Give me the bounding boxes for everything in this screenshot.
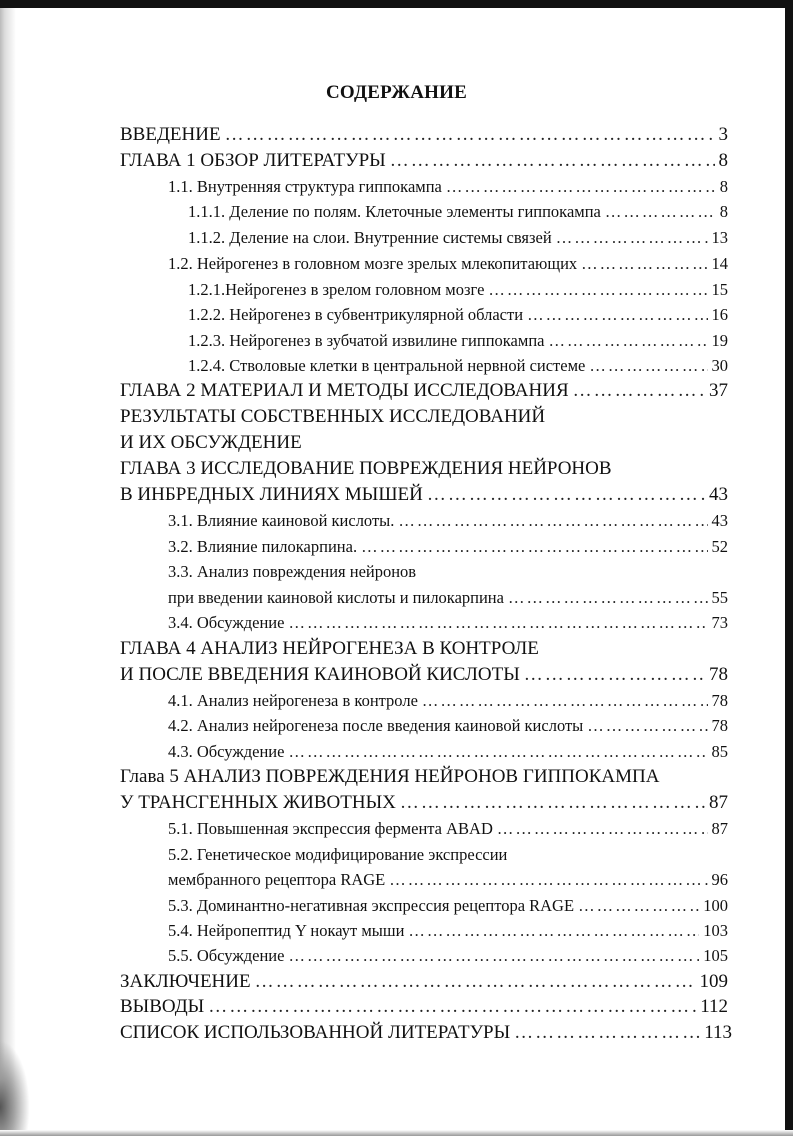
toc-entry-label: СПИСОК ИСПОЛЬЗОВАННОЙ ЛИТЕРАТУРЫ — [120, 1022, 511, 1043]
toc-entry-label: 3.2. Влияние пилокарпина. — [168, 537, 358, 556]
toc-page-number: 109 — [699, 971, 728, 992]
toc-leader-dots — [208, 997, 696, 1017]
toc-leader-dots — [422, 691, 708, 711]
page-title: СОДЕРЖАНИЕ — [326, 82, 467, 103]
toc-entry-label: 1.2.4. Стволовые клетки в центральной нервной системе — [188, 356, 586, 375]
toc-entry — [168, 921, 728, 941]
toc-page-number: 30 — [711, 356, 728, 375]
toc-entry-label: 3.4. Обсуждение — [168, 613, 285, 632]
toc-page-number: 78 — [711, 691, 728, 710]
toc-leader-dots — [581, 254, 707, 274]
toc-entry-label: ЗАКЛЮЧЕНИЕ — [120, 971, 251, 992]
toc-page-number: 43 — [711, 511, 728, 530]
toc-page-number: 73 — [711, 613, 728, 632]
toc-leader-dots — [389, 870, 707, 890]
toc-leader-dots — [288, 613, 707, 633]
toc-page-number: 14 — [711, 254, 728, 273]
toc-leader-dots — [288, 946, 699, 966]
toc-page-number: 55 — [711, 588, 728, 607]
toc-entry-label: Глава 5 АНАЛИЗ ПОВРЕЖДЕНИЯ НЕЙРОНОВ ГИППОКАМПА — [120, 766, 660, 787]
toc-leader-dots — [288, 742, 707, 762]
toc-entry-label: 1.2.1.Нейрогенез в зрелом головном мозге — [188, 280, 485, 299]
toc-page-number: 78 — [709, 664, 728, 685]
toc-entry — [188, 228, 728, 248]
toc-page-number: 113 — [704, 1022, 732, 1043]
toc-entry — [188, 331, 728, 351]
toc-page-number: 78 — [711, 716, 728, 735]
toc-leader-dots — [427, 485, 705, 505]
toc-entry — [120, 459, 728, 479]
toc-leader-dots — [408, 921, 699, 941]
toc-leader-dots — [400, 793, 705, 813]
toc-entry — [120, 381, 728, 401]
toc-leader-dots — [508, 588, 708, 608]
toc-entry — [120, 433, 728, 453]
toc-entry-label: 4.2. Анализ нейрогенеза после введения каиновой кислоты — [168, 716, 584, 735]
toc-page-number: 87 — [711, 819, 728, 838]
toc-entry — [168, 254, 728, 274]
toc-leader-dots — [524, 665, 705, 685]
toc-entry — [168, 716, 728, 736]
toc-page-number: 112 — [700, 996, 728, 1017]
toc-page-number: 43 — [709, 484, 728, 505]
toc-entry — [168, 613, 728, 633]
toc-leader-dots — [361, 537, 707, 557]
toc-entry — [168, 845, 728, 865]
toc-entry — [168, 946, 728, 966]
toc-leader-dots — [390, 151, 715, 171]
toc-entry-label: ГЛАВА 2 МАТЕРИАЛ И МЕТОДЫ ИССЛЕДОВАНИЯ — [120, 380, 569, 401]
toc-leader-dots — [398, 511, 707, 531]
toc-entry — [168, 819, 728, 839]
toc-entry — [168, 511, 728, 531]
toc-entry — [168, 870, 728, 890]
toc-entry-label: В ИНБРЕДНЫХ ЛИНИЯХ МЫШЕЙ — [120, 484, 423, 505]
toc-page-number: 87 — [709, 792, 728, 813]
toc-entry — [168, 562, 728, 582]
toc-page-number: 96 — [711, 870, 728, 889]
toc-entry-label: ВЫВОДЫ — [120, 996, 205, 1017]
toc-leader-dots — [446, 177, 716, 197]
toc-entry-label: 1.2.2. Нейрогенез в субвентрикулярной области — [188, 305, 524, 324]
toc-entry-label: мембранного рецептора RAGE — [168, 870, 386, 889]
toc-page-number: 100 — [703, 896, 728, 915]
toc-entry — [120, 767, 728, 787]
toc-leader-dots — [573, 381, 705, 401]
toc-entry — [188, 356, 728, 376]
toc-entry — [120, 151, 728, 171]
toc-leader-dots — [587, 716, 707, 736]
toc-leader-dots — [514, 1023, 700, 1043]
toc-page-number: 37 — [709, 380, 728, 401]
toc-entry-label: 5.5. Обсуждение — [168, 946, 285, 965]
toc-entry — [120, 125, 728, 145]
toc-entry-label: И ИХ ОБСУЖДЕНИЕ — [120, 432, 302, 453]
toc-entry-label: 3.3. Анализ повреждения нейронов — [168, 562, 417, 581]
toc-leader-dots — [556, 228, 708, 248]
toc-entry — [188, 280, 728, 300]
toc-page-number: 8 — [719, 202, 728, 221]
toc-entry-label: У ТРАНСГЕННЫХ ЖИВОТНЫХ — [120, 792, 396, 813]
toc-entry-label: 1.2. Нейрогенез в головном мозге зрелых млекопитающих — [168, 254, 578, 273]
toc-leader-dots — [488, 280, 707, 300]
toc-entry — [188, 305, 728, 325]
toc-entry — [120, 972, 728, 992]
toc-leader-dots — [589, 356, 707, 376]
toc-entry-label: ГЛАВА 4 АНАЛИЗ НЕЙРОГЕНЕЗА В КОНТРОЛЕ — [120, 638, 539, 659]
toc-entry-label: 1.1.1. Деление по полям. Клеточные элементы гиппокампа — [188, 202, 601, 221]
toc-entry-label: 3.1. Влияние каиновой кислоты. — [168, 511, 395, 530]
toc-entry-label: ВВЕДЕНИЕ — [120, 124, 221, 145]
toc-leader-dots — [605, 202, 716, 222]
toc-entry-label: 4.3. Обсуждение — [168, 742, 285, 761]
toc-page-number: 16 — [711, 305, 728, 324]
toc-entry-label: ГЛАВА 1 ОБЗОР ЛИТЕРАТУРЫ — [120, 150, 386, 171]
toc-leader-dots — [527, 305, 707, 325]
toc-entry-label: И ПОСЛЕ ВВЕДЕНИЯ КАИНОВОЙ КИСЛОТЫ — [120, 664, 520, 685]
toc-entry-label: 1.1. Внутренняя структура гиппокампа — [168, 177, 442, 196]
toc-page-number: 19 — [711, 331, 728, 350]
toc-entry — [188, 202, 728, 222]
toc-leader-dots — [225, 125, 715, 145]
toc-entry-label: 5.4. Нейропептид Y нокаут мыши — [168, 921, 405, 940]
toc-entry — [120, 997, 728, 1017]
toc-entry — [168, 742, 728, 762]
toc-entry — [168, 588, 728, 608]
toc-entry — [120, 485, 728, 505]
toc-entry — [120, 407, 728, 427]
toc-entry-label: 5.2. Генетическое модифицирование экспрессии — [168, 845, 508, 864]
toc-leader-dots — [578, 896, 699, 916]
toc-entry — [120, 1023, 732, 1043]
toc-leader-dots — [548, 331, 707, 351]
toc-entry-label: 4.1. Анализ нейрогенеза в контроле — [168, 691, 418, 710]
toc-leader-dots — [255, 972, 696, 992]
toc-entry — [168, 177, 728, 197]
toc-entry-label: 1.2.3. Нейрогенез в зубчатой извилине гиппокампа — [188, 331, 545, 350]
toc-entry — [168, 896, 728, 916]
toc-page-number: 8 — [719, 177, 728, 196]
toc-entry-label: 5.1. Повышенная экспрессия фермента ABAD — [168, 819, 493, 838]
toc-page-number: 3 — [718, 124, 728, 145]
toc-page-number: 15 — [711, 280, 728, 299]
toc-page-number: 105 — [703, 946, 728, 965]
toc-page-number: 8 — [718, 150, 728, 171]
toc-entry-label: РЕЗУЛЬТАТЫ СОБСТВЕННЫХ ИССЛЕДОВАНИЙ — [120, 406, 546, 427]
toc-entry-label: при введении каиновой кислоты и пилокарпина — [168, 588, 504, 607]
toc-entry-label: 1.1.2. Деление на слои. Внутренние системы связей — [188, 228, 552, 247]
toc-entry — [120, 793, 728, 813]
toc-entry-label: ГЛАВА 3 ИССЛЕДОВАНИЕ ПОВРЕЖДЕНИЯ НЕЙРОНОВ — [120, 458, 612, 479]
toc-entry — [168, 537, 728, 557]
toc-entry — [120, 665, 728, 685]
toc-page-number: 103 — [703, 921, 728, 940]
toc-page-number: 13 — [711, 228, 728, 247]
toc-page-number: 85 — [711, 742, 728, 761]
toc-entry — [168, 691, 728, 711]
toc-entry — [120, 639, 728, 659]
toc-leader-dots — [497, 819, 708, 839]
toc-page-number: 52 — [711, 537, 728, 556]
toc-entry-label: 5.3. Доминантно-негативная экспрессия рецептора RAGE — [168, 896, 575, 915]
